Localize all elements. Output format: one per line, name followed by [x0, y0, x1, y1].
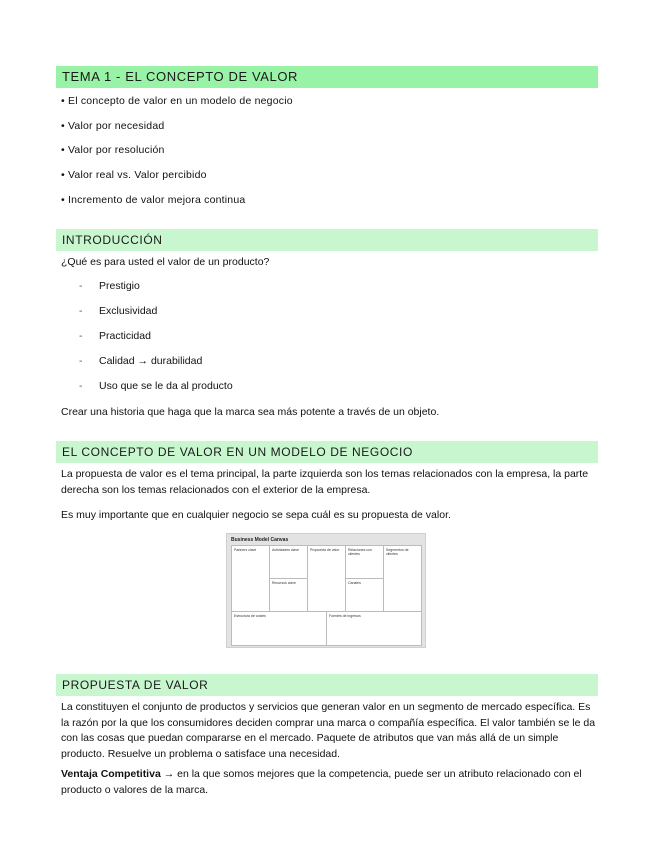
- canvas-cell: Fuentes de ingresos: [329, 614, 361, 618]
- bullet-item: • Incremento de valor mejora continua: [61, 194, 246, 206]
- business-model-canvas-image: [226, 533, 426, 648]
- bullet-item: • El concepto de valor en un modelo de negocio: [61, 95, 293, 107]
- canvas-cell: Canales: [346, 579, 384, 612]
- propuesta-paragraph: La constituyen el conjunto de productos y servicios que generan valor en un segmento de mercado específica. Es la razón por la que los consumidores deciden comprar una marca o compañía específica. El valor también se le da con las cosas que puedan compararse en el mercado. Paquete de atributos que van más allá de un simple producto. Resuelve un problema o satisface una necesidad.: [61, 701, 596, 760]
- canvas-grid: [231, 545, 422, 646]
- dash-marker: -: [79, 355, 83, 367]
- list-item: [79, 305, 157, 317]
- canvas-title: Business Model Canvas: [231, 537, 289, 543]
- dash-marker: -: [79, 280, 83, 292]
- ventaja-paragraph: [61, 767, 596, 798]
- section-heading-propuesta: PROPUESTA DE VALOR: [56, 674, 598, 696]
- list-item-label: Uso que se le da al producto: [99, 380, 233, 392]
- intro-question: ¿Qué es para usted el valor de un producto?: [61, 256, 270, 268]
- modelo-paragraph-1: La propuesta de valor es el tema principal, la parte izquierda son los temas relacionados con la empresa, la parte derecha son los temas relacionados con el exterior de la empresa.: [61, 468, 589, 496]
- canvas-cell: Actividades clave: [270, 546, 308, 579]
- canvas-cell: Estructura de costes: [232, 612, 327, 645]
- list-item: [79, 330, 151, 342]
- list-item-label: Exclusividad: [99, 305, 158, 317]
- canvas-cell: Recursos clave: [270, 579, 308, 612]
- canvas-cell: Segmentos de clientes: [384, 546, 421, 612]
- ventaja-text: → en la que somos mejores que la competencia, puede ser un atributo relacionado con el producto o valores de la marca.: [61, 768, 582, 796]
- dash-marker: -: [79, 330, 83, 342]
- bullet-item: • Valor por resolución: [61, 144, 165, 156]
- list-item: [79, 355, 202, 367]
- canvas-cell: Partners clave: [232, 546, 270, 612]
- page-title: TEMA 1 - EL CONCEPTO DE VALOR: [56, 66, 598, 88]
- ventaja-label: Ventaja Competitiva: [61, 768, 161, 780]
- dash-marker: -: [79, 380, 83, 392]
- modelo-paragraph-2: Es muy importante que en cualquier negocio se sepa cuál es su propuesta de valor.: [61, 509, 451, 521]
- list-item-label: Practicidad: [99, 330, 151, 342]
- section-heading-introduccion: INTRODUCCIÓN: [56, 229, 598, 251]
- list-item: [79, 280, 140, 292]
- dash-marker: -: [79, 305, 83, 317]
- section-heading-modelo: EL CONCEPTO DE VALOR EN UN MODELO DE NEGOCIO: [56, 441, 598, 463]
- list-item-label: Calidad → durabilidad: [99, 355, 203, 367]
- bullet-item: • Valor por necesidad: [61, 120, 165, 132]
- canvas-cell: Propuesta de valor: [308, 546, 346, 612]
- bullet-item: • Valor real vs. Valor percibido: [61, 169, 207, 181]
- canvas-cell: Relaciones con clientes: [346, 546, 384, 579]
- list-item-label: Prestigio: [99, 280, 140, 292]
- intro-closing: Crear una historia que haga que la marca sea más potente a través de un objeto.: [61, 406, 440, 418]
- list-item: [79, 380, 233, 392]
